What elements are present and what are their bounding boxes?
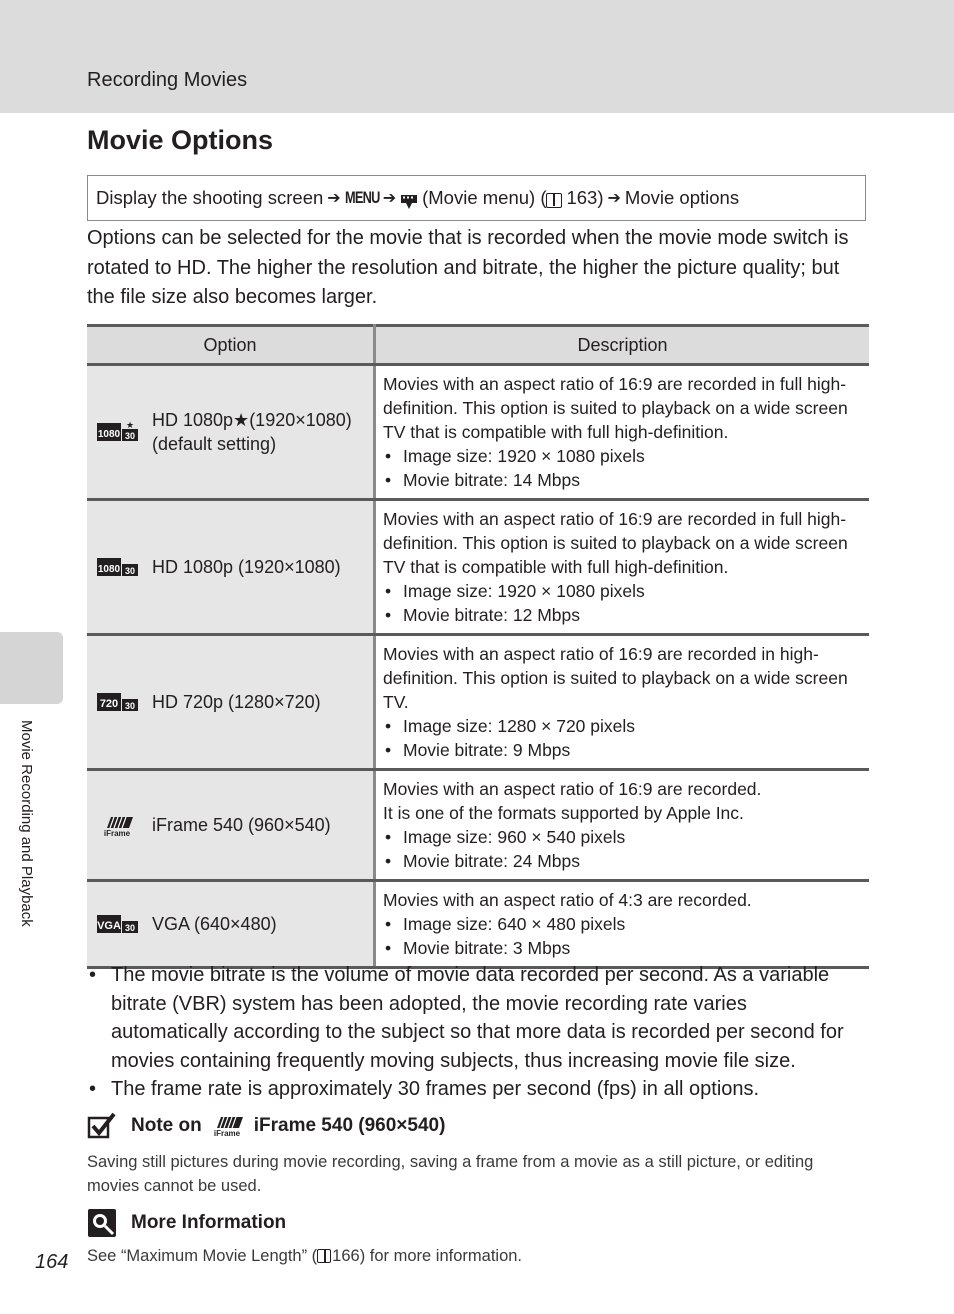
more-info-text-prefix: See “Maximum Movie Length” ( bbox=[87, 1247, 318, 1265]
list-item: • Image size: 1920 × 1080 pixels bbox=[383, 444, 865, 468]
hd-720p-icon bbox=[97, 690, 139, 714]
nav-page-reference: 163) bbox=[566, 187, 604, 208]
notes-list bbox=[87, 961, 869, 1104]
description-text: Movies with an aspect ratio of 16:9 are recorded in high-definition. This option is suited to playback on a wide screen TV. bbox=[383, 644, 848, 712]
description-cell bbox=[375, 365, 870, 500]
nav-step-shooting-screen: Display the shooting screen bbox=[96, 187, 324, 208]
hd-1080p-star-icon bbox=[97, 420, 139, 444]
svg-text:30: 30 bbox=[124, 566, 136, 576]
table-row bbox=[87, 770, 869, 881]
svg-text:30: 30 bbox=[124, 701, 136, 711]
manual-reference-icon bbox=[546, 193, 562, 208]
option-cell bbox=[87, 881, 375, 968]
option-label: VGA (640×480) bbox=[152, 914, 277, 934]
more-info-body bbox=[87, 1244, 522, 1268]
option-label: iFrame 540 (960×540) bbox=[152, 815, 331, 835]
svg-text:1080: 1080 bbox=[97, 564, 121, 575]
option-cell bbox=[87, 770, 375, 881]
table-row bbox=[87, 635, 869, 770]
page-number: 164 bbox=[35, 1251, 69, 1273]
movie-options-table bbox=[87, 324, 869, 969]
table-header-row bbox=[87, 326, 869, 365]
chapter-tab-label: Movie Recording and Playback bbox=[18, 720, 35, 927]
svg-text:iFrame: iFrame bbox=[103, 829, 131, 837]
svg-text:1080: 1080 bbox=[97, 429, 121, 440]
column-header-option: Option bbox=[87, 326, 375, 365]
movie-menu-icon bbox=[400, 192, 418, 210]
nav-movie-menu-text: (Movie menu) ( bbox=[422, 187, 547, 208]
table-row bbox=[87, 365, 869, 500]
option-label: HD 1080p★(1920×1080) bbox=[152, 410, 352, 430]
iframe-540-icon bbox=[206, 1114, 250, 1138]
table-row bbox=[87, 500, 869, 635]
more-info-text-suffix: 166) for more information. bbox=[332, 1247, 523, 1265]
option-label: HD 1080p (1920×1080) bbox=[152, 557, 341, 577]
list-item: • Movie bitrate: 3 Mbps bbox=[383, 936, 865, 960]
menu-navigation-path bbox=[87, 175, 866, 221]
list-item: • Movie bitrate: 9 Mbps bbox=[383, 738, 865, 762]
option-label: HD 720p (1280×720) bbox=[152, 692, 321, 712]
checkmark-note-icon bbox=[87, 1112, 117, 1140]
header-band bbox=[0, 0, 954, 113]
iframe-540-icon bbox=[97, 813, 139, 837]
vga-icon bbox=[97, 912, 139, 936]
more-info-heading bbox=[87, 1208, 286, 1238]
description-cell bbox=[375, 500, 870, 635]
description-cell bbox=[375, 770, 870, 881]
svg-text:720: 720 bbox=[99, 698, 119, 710]
list-item: • Movie bitrate: 12 Mbps bbox=[383, 603, 865, 627]
option-label-note: (default setting) bbox=[152, 434, 277, 454]
description-text: Movies with an aspect ratio of 16:9 are recorded in full high-definition. This option is suited to playback on a wide screen TV that is compatible with full high-definition. bbox=[383, 509, 848, 577]
chapter-tab bbox=[0, 632, 63, 704]
svg-text:30: 30 bbox=[124, 923, 136, 933]
arrow-right-icon: ➔ bbox=[382, 190, 397, 207]
note-heading-suffix: iFrame 540 (960×540) bbox=[253, 1115, 446, 1136]
list-item: • Movie bitrate: 14 Mbps bbox=[383, 468, 865, 492]
hd-1080p-icon bbox=[97, 555, 139, 579]
svg-text:30: 30 bbox=[124, 431, 136, 441]
option-cell bbox=[87, 500, 375, 635]
list-item: • Image size: 1920 × 1080 pixels bbox=[383, 579, 865, 603]
nav-step-movie-options: Movie options bbox=[624, 187, 740, 208]
description-text: Movies with an aspect ratio of 4:3 are recorded. bbox=[383, 890, 752, 910]
svg-text:VGA: VGA bbox=[97, 920, 121, 932]
menu-button-icon: MENU bbox=[344, 188, 380, 207]
more-info-title: More Information bbox=[131, 1212, 287, 1233]
description-text: Movies with an aspect ratio of 16:9 are recorded in full high-definition. This option is suited to playback on a wide screen TV that is compatible with full high-definition. bbox=[383, 374, 848, 442]
option-cell bbox=[87, 635, 375, 770]
list-item: • Image size: 1280 × 720 pixels bbox=[383, 714, 865, 738]
option-cell bbox=[87, 365, 375, 500]
note-body: Saving still pictures during movie recording, saving a frame from a movie as a still picture, or editing movies cannot be used. bbox=[87, 1153, 814, 1195]
list-item: • Image size: 640 × 480 pixels bbox=[383, 912, 865, 936]
manual-reference-icon bbox=[317, 1249, 331, 1263]
table-row bbox=[87, 881, 869, 968]
magnifier-info-icon bbox=[87, 1208, 117, 1238]
column-header-description: Description bbox=[375, 326, 870, 365]
intro-paragraph: Options can be selected for the movie that is recorded when the movie mode switch is rotated to HD. The higher the resolution and bitrate, the higher the picture quality; but the file size also becomes larger. bbox=[87, 227, 849, 308]
arrow-right-icon: ➔ bbox=[327, 190, 341, 207]
note-heading-prefix: Note on bbox=[131, 1115, 202, 1136]
section-title: Recording Movies bbox=[87, 69, 248, 91]
svg-text:iFrame: iFrame bbox=[213, 1129, 240, 1138]
list-item: • Movie bitrate: 24 Mbps bbox=[383, 849, 865, 873]
svg-text:★: ★ bbox=[125, 420, 135, 430]
description-text: Movies with an aspect ratio of 16:9 are recorded. It is one of the formats supported by Apple Inc. bbox=[383, 779, 762, 823]
list-item: • Image size: 960 × 540 pixels bbox=[383, 825, 865, 849]
description-cell bbox=[375, 635, 870, 770]
list-item: • The frame rate is approximately 30 frames per second (fps) in all options. bbox=[87, 1075, 869, 1104]
page-title: Movie Options bbox=[87, 125, 274, 155]
description-cell bbox=[375, 881, 870, 968]
list-item: • The movie bitrate is the volume of movie data recorded per second. As a variable bitrate (VBR) system has been adopted, the movie recording rate varies automatically according to the subject so that more data is recorded per second for movies containing frequently moving subjects, thus increasing movie file size. bbox=[87, 961, 869, 1075]
arrow-right-icon: ➔ bbox=[607, 190, 621, 207]
note-heading bbox=[87, 1112, 445, 1140]
